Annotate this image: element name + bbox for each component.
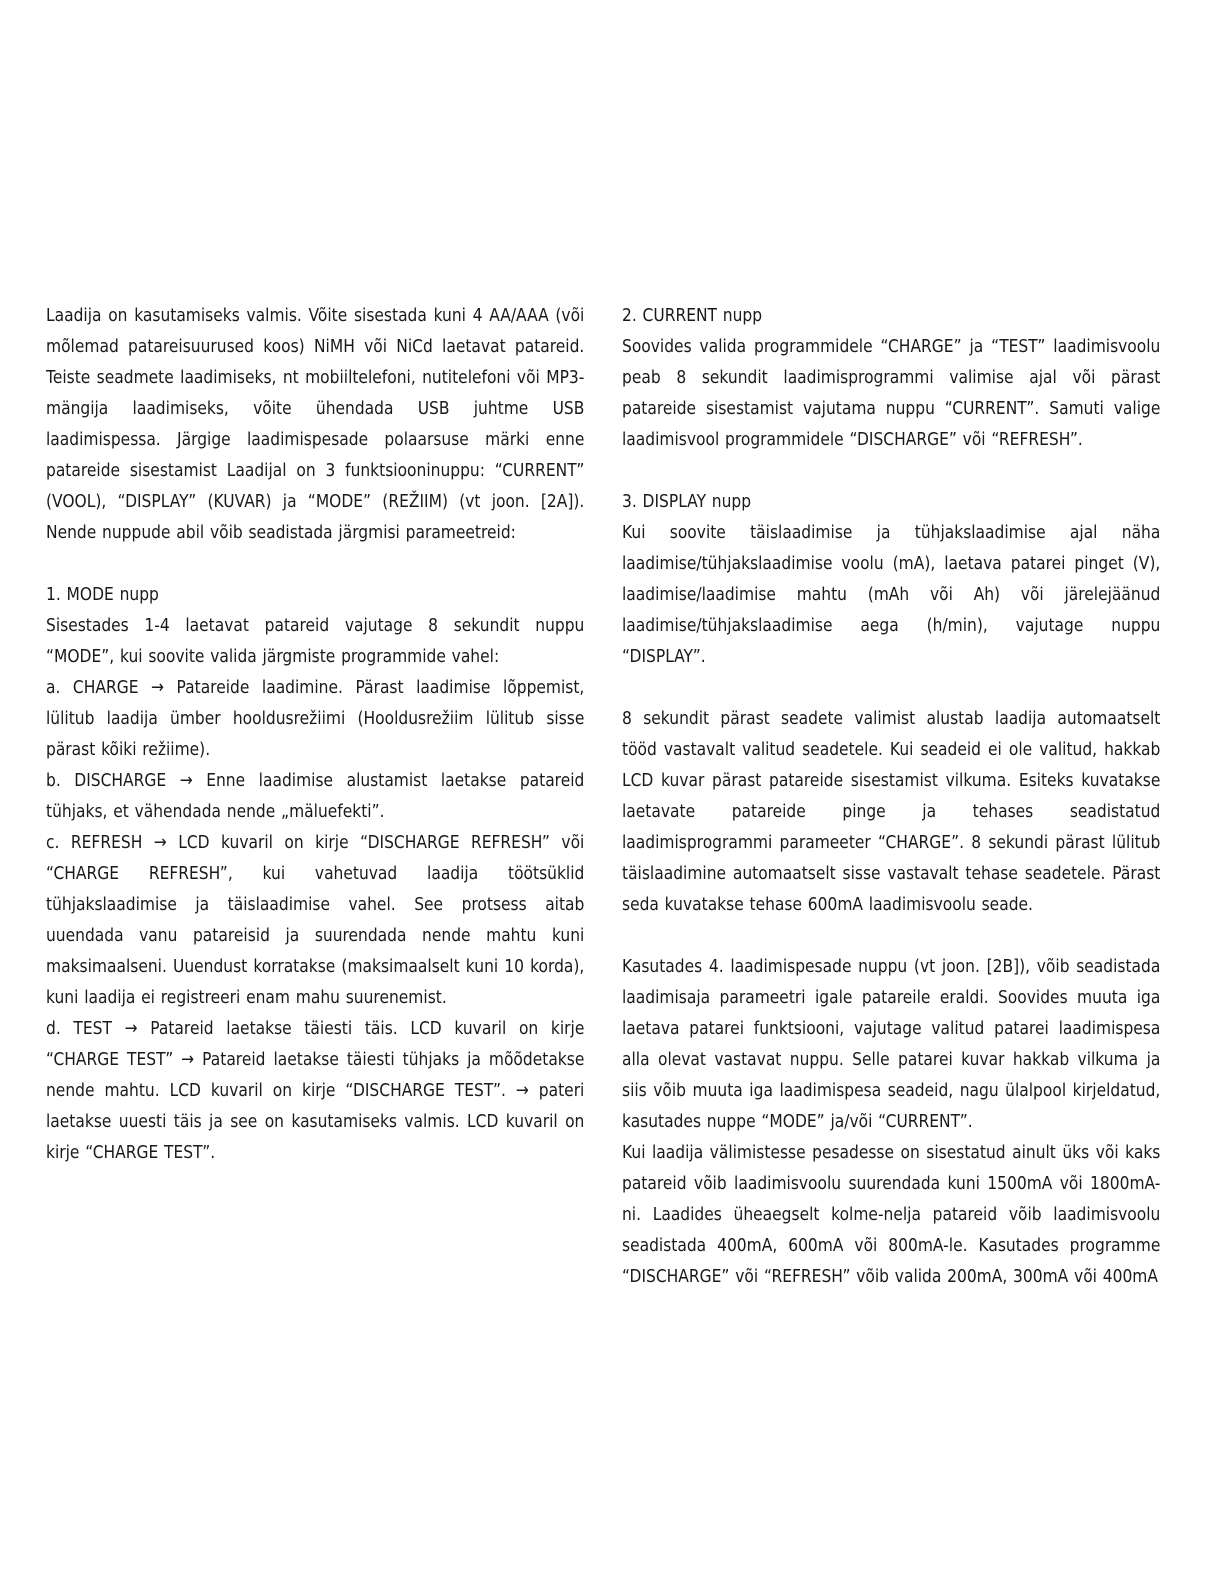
display-heading: 3. DISPLAY nupp	[622, 491, 752, 512]
mode-item-refresh: c. REFRESH → LCD kuvaril on kirje “DISCHARGE REFRESH” või “CHARGE REFRESH”, kui vahetuvad laadija töötsüklid tühjakslaadimise ja täislaadimise vahel. See protsess aitab uuendada vanu patareisid ja suurendada nende mahtu kuni maksimaalseni. Uuendust korratakse (maksimaalselt kuni 10 korda), kuni laadija ei registreeri enam mahu suurenemist.	[46, 832, 585, 1008]
spacer	[622, 920, 1160, 951]
slot-buttons-paragraph: Kasutades 4. laadimispesade nuppu (vt joon. [2B]), võib seadistada laadimisaja parameetri igale patareile eraldi. Soovides muuta iga laetava patarei funktsiooni, vajutage valitud patarei laadimispesa alla olevat vastavat nuppu. Selle patarei kuvar hakkab vilkuma ja siis võib muuta iga laadimispesa seadeid, nagu ülalpool kirjeldatud, kasutades nuppe “MODE” ja/või “CURRENT”.	[622, 956, 1161, 1132]
spacer	[622, 672, 1160, 703]
current-paragraph: Soovides valida programmidele “CHARGE” ja “TEST” laadimisvoolu peab 8 sekundit laadimisprogrammi valimise ajal või pärast patareide sisestamist vajutama nuppu “CURRENT”. Samuti valige laadimisvool programmidele “DISCHARGE” või “REFRESH”.	[622, 336, 1161, 450]
mode-heading: 1. MODE nupp	[46, 584, 159, 605]
spacer	[622, 455, 1160, 486]
right-column	[622, 300, 1160, 1292]
display-paragraph: Kui soovite täislaadimise ja tühjakslaadimise ajal näha laadimise/tühjakslaadimise voolu (mA), laetava patarei pinget (V), laadimise/laadimise mahtu (mAh või Ah) või järelejäänud laadimise/tühjakslaadimise aega (h/min), vajutage nuppu “DISPLAY”.	[622, 522, 1161, 667]
mode-item-discharge: b. DISCHARGE → Enne laadimise alustamist laetakse patareid tühjaks, et vähendada nende „mäluefekti”.	[46, 770, 585, 822]
spacer	[46, 548, 584, 579]
current-limits-paragraph: Kui laadija välimistesse pesadesse on sisestatud ainult üks või kaks patareid võib laadimisvoolu suurendada kuni 1500mA või 1800mA-ni. Laadides üheaegselt kolme-nelja patareid võib laadimisvoolu seadistada 400mA, 600mA või 800mA-le. Kasutades programme “DISCHARGE” või “REFRESH” võib valida 200mA, 300mA või 400mA	[622, 1142, 1161, 1287]
current-heading: 2. CURRENT nupp	[622, 305, 763, 326]
mode-item-charge: a. CHARGE → Patareide laadimine. Pärast laadimise lõppemist, lülitub laadija ümber hooldusrežiimi (Hooldusrežiim lülitub sisse pärast kõiki režiime).	[46, 677, 585, 760]
auto-start-paragraph: 8 sekundit pärast seadete valimist alustab laadija automaatselt tööd vastavalt valitud seadetele. Kui seadeid ei ole valitud, hakkab LCD kuvar pärast patareide sisestamist vilkuma. Esiteks kuvatakse laetavate patareide pinge ja tehases seadistatud laadimisprogrammi parameeter “CHARGE”. 8 sekundi pärast lülitub täislaadimine automaatselt sisse vastavalt tehase seadetele. Pärast seda kuvatakse tehase 600mA laadimisvoolu seade.	[622, 708, 1161, 915]
left-column	[46, 300, 584, 1168]
intro-paragraph: Laadija on kasutamiseks valmis. Võite sisestada kuni 4 AA/AAA (või mõlemad patareisuurused koos) NiMH või NiCd laetavat patareid. Teiste seadmete laadimiseks, nt mobiiltelefoni, nutitelefoni või MP3-mängija laadimiseks, võite ühendada USB juhtme USB laadimispessa. Järgige laadimispesade polaarsuse märki enne patareide sisestamist Laadijal on 3 funktsiooninuppu: “CURRENT” (VOOL), “DISPLAY” (KUVAR) ja “MODE” (REŽIIM) (vt joon. [2A]). Nende nuppude abil võib seadistada järgmisi parameetreid:	[46, 305, 585, 543]
mode-paragraph: Sisestades 1-4 laetavat patareid vajutage 8 sekundit nuppu “MODE”, kui soovite valida järgmiste programmide vahel:	[46, 615, 585, 667]
mode-item-test: d. TEST → Patareid laetakse täiesti täis. LCD kuvaril on kirje “CHARGE TEST” → Patareid laetakse täiesti tühjaks ja mõõdetakse nende mahtu. LCD kuvaril on kirje “DISCHARGE TEST”. → pateri laetakse uuesti täis ja see on kasutamiseks valmis. LCD kuvaril on kirje “CHARGE TEST”.	[46, 1018, 585, 1163]
